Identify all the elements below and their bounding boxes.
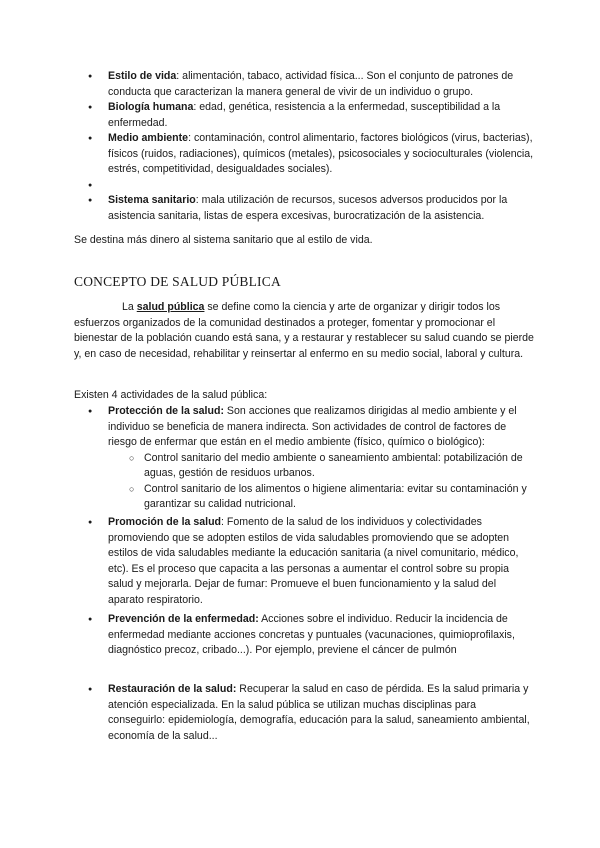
definition-term: salud pública [136,301,205,313]
sub-item: ○ Control sanitario de los alimentos o higiene alimentaria: evitar su contaminación y garantizar su calidad nutricional. [74,482,534,513]
list-item: ● Sistema sanitario: mala utilización de recursos, sucesos adversos producidos por la asistencia sanitaria, listas de espera excesivas, burocratización de la asistencia. [74,193,534,224]
activity-item: ● Promoción de la salud: Fomento de la salud de los individuos y colectividades promoviendo que se adopten estilos de vida saludables promoviendo que se adopten estilos de vida saludables mediante la educación sanitaria (a nivel comunitario, médico, etc). Es el proceso que capacita a las personas a aumentar el control sobre su propia salud y mejorarla. Dejar de fumar: Promueve el buen funcionamiento y la salud del aparato respiratorio. [74,515,534,608]
activity-prevencion-block [74,612,534,659]
activities-list [74,404,534,513]
budget-note: Se destina más dinero al sistema sanitario que al estilo de vida. [74,234,373,246]
section-title: CONCEPTO DE SALUD PÚBLICA [74,274,281,289]
list-item-empty [74,178,534,194]
list-item: ● Estilo de vida: alimentación, tabaco, actividad física... Son el conjunto de patrones de conducta que caracterizan la manera general de vivir de un individuo o grupo. [74,69,534,100]
definition-paragraph: La salud pública se define como la ciencia y arte de organizar y dirigir todos los esfuerzos organizados de la comunidad destinados a proteger, fomentar y promocionar el bienestar de la población cuando está sana, y a restaurar y restablecer su salud cuando se pierde y, en caso de necesidad, rehabilitar y reinsertar al enfermo en su medio social, laboral y cultura. [74,301,534,360]
determinants-block [74,69,534,224]
activity-promocion-block [74,515,534,608]
activities-block [74,404,534,513]
activities-intro: Existen 4 actividades de la salud pública: [74,389,268,401]
sub-item: ○ Control sanitario del medio ambiente o saneamiento ambiental: potabilización de aguas, gestión de residuos urbanos. [74,451,534,482]
determinants-list [74,69,534,224]
activity-restauracion-block [74,682,534,744]
list-item: ● Medio ambiente: contaminación, control alimentario, factores biológicos (virus, bacterias), físicos (ruidos, radiaciones), químicos (metales), psicosociales y socioculturales (violencia, estrés, competitividad, desigualdades sociales). [74,131,534,178]
activity-item: ● Protección de la salud: Son acciones que realizamos dirigidas al medio ambiente y el individuo se beneficia de manera indirecta. Son actividades de control de factores de riesgo de enfermar que están en el medio ambiente (físico, químico o biológico): [74,404,534,451]
activity-item: ● Prevención de la enfermedad: Acciones sobre el individuo. Reducir la incidencia de enfermedad mediante acciones concretas y puntuales (vacunaciones, quimioprofilaxis, diagnóstico precoz, cribado...). Por ejemplo, previene el cáncer de pulmón [74,612,534,659]
list-item: ● Biología humana: edad, genética, resistencia a la enfermedad, susceptibilidad a la enfermedad. [74,100,534,131]
activity-item: ● Restauración de la salud: Recuperar la salud en caso de pérdida. Es la salud primaria y atención especializada. En la salud pública se utilizan muchas disciplinas para conseguirlo: epidemiología, demografía, educación para la salud, saneamiento ambiental, economía de la salud... [74,682,534,744]
